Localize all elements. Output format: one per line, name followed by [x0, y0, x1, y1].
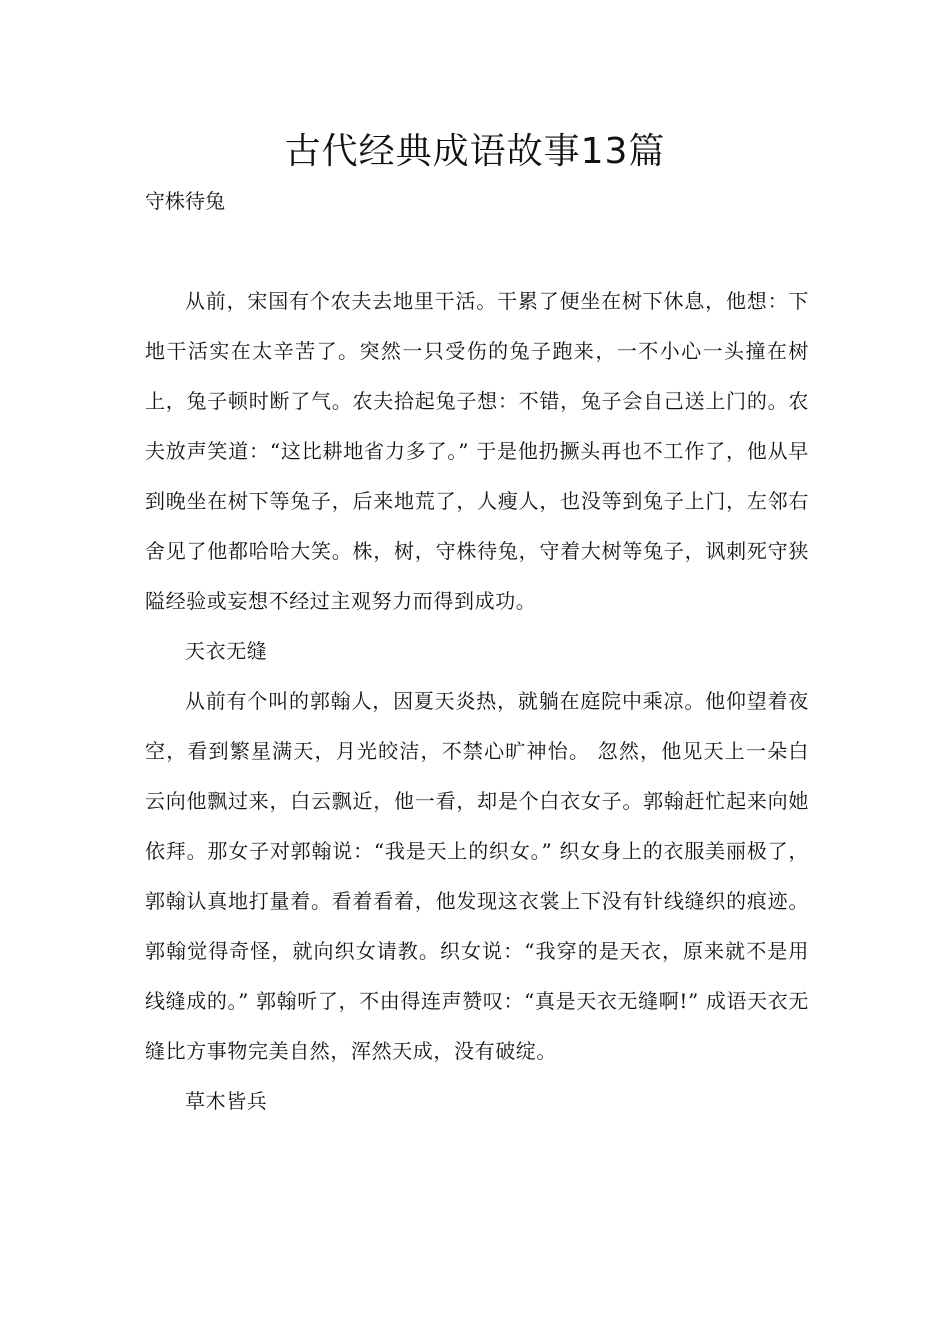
- section-heading-caomujiebing: 草木皆兵: [185, 1089, 268, 1113]
- section-paragraph-shouzhudaitu: 从前，宋国有个农夫去地里干活。干累了便坐在树下休息，他想：下地干活实在太辛苦了。突然一只受伤的兔子跑来，一不小心一头撞在树上，兔子顿时断了气。农夫拾起兔子想：不错，兔子会自己送上门的。农夫放声笑道：“这比耕地省力多了。” 于是他扔撅头再也不工作了，他从早到晚坐在树下等兔子，后来地荒了，人瘦人，也没等到兔子上门，左邻右舍见了他都哈哈大笑。株，树，守株待兔，守着大树等兔子，讽刺死守狭隘经验或妄想不经过主观努力而得到成功。: [145, 289, 809, 613]
- section-paragraph-tianyiwufeng: 从前有个叫的郭翰人，因夏天炎热，就躺在庭院中乘凉。他仰望着夜空，看到繁星满天，月光皎洁，不禁心旷神怡。 忽然，他见天上一朵白云向他飘过来，白云飘近，他一看，却是个白衣女子。郭翰赶忙起来向她依拜。那女子对郭翰说：“我是天上的织女。” 织女身上的衣服美丽极了，郭翰认真地打量着。看着看着，他发现这衣裳上下没有针线缝织的痕迹。郭翰觉得奇怪，就向织女请教。织女说：“我穿的是天衣，原来就不是用线缝成的。” 郭翰听了，不由得连声赞叹：“真是天衣无缝啊!” 成语天衣无缝比方事物完美自然，浑然天成，没有破绽。: [145, 689, 809, 1063]
- section-heading-tianyiwufeng: 天衣无缝: [185, 639, 268, 663]
- section-heading-shouzhudaitu: 守株待兔: [145, 189, 225, 213]
- document-title: 古代经典成语故事13篇: [284, 131, 666, 172]
- document-body: [145, 276, 809, 1126]
